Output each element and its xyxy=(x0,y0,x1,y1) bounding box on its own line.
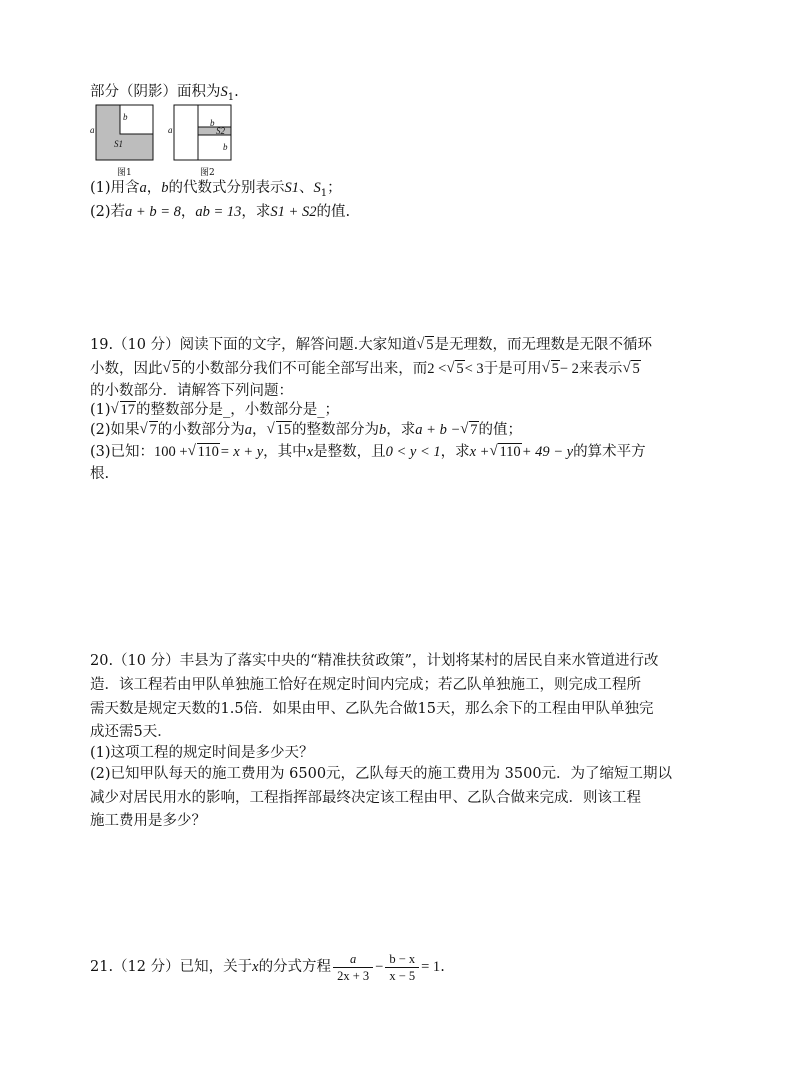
text-fragment: 的分式方程 xyxy=(258,959,332,975)
math-text: a + b − xyxy=(415,422,461,438)
radicand: 5 xyxy=(456,361,464,377)
text-fragment: 施工费用是多少？ xyxy=(90,813,206,829)
text-fragment: 来表示 xyxy=(578,361,623,377)
text-fragment: 是整数，且 xyxy=(313,444,386,460)
q19-line-2 xyxy=(90,357,641,381)
radicand: 15 xyxy=(276,422,292,438)
var-x: x xyxy=(252,959,259,975)
denominator: x − 5 xyxy=(389,968,416,983)
text-fragment: 的算术平方 xyxy=(573,444,646,460)
fraction-2 xyxy=(385,951,419,984)
s1-symbol: S xyxy=(220,84,228,100)
text-fragment: (3)已知： xyxy=(90,444,155,460)
text-fragment: . xyxy=(234,84,239,100)
fig2-label-b: b xyxy=(210,118,215,128)
radicand: 7 xyxy=(149,422,157,438)
text-fragment: (2)已知甲队每天的施工费用为 6500元，乙队每天的施工费用为 3500元．为了缩短工期以 xyxy=(90,766,673,782)
condition-1: a + b = 8 xyxy=(125,204,181,220)
expr-s1b: S xyxy=(313,180,321,196)
radicand: 110 xyxy=(197,444,219,460)
text-fragment: (1) xyxy=(90,402,111,418)
radicand: 5 xyxy=(551,361,559,377)
q20-line-2 xyxy=(90,673,641,697)
text-fragment: ， xyxy=(252,422,267,438)
sqrt-5 xyxy=(542,357,560,381)
q20-line-3 xyxy=(90,697,654,721)
text-fragment: 20.（10 分）丰县为了落实中央的“精准扶贫政策”，计划将某村的居民自来水管道进行改 xyxy=(90,653,659,669)
text-fragment: 19.（10 分）阅读下面的文字，解答问题.大家知道 xyxy=(90,337,417,353)
text-fragment: 的小数部分我们不可能全部写出来，而 xyxy=(180,361,428,377)
math-text: < 3 xyxy=(464,361,484,377)
fig2-caption: 图2 xyxy=(200,168,215,178)
radicand: 5 xyxy=(172,361,180,377)
numerator: b − x xyxy=(385,951,419,968)
text-fragment: ，求 xyxy=(440,444,470,460)
top-question-2 xyxy=(90,200,350,224)
fig1-label-s1: S1 xyxy=(114,139,123,149)
q19-line-1 xyxy=(90,333,652,357)
text-fragment: . xyxy=(440,959,445,975)
var-b: b xyxy=(379,422,387,438)
text-fragment: (1)用含 xyxy=(90,180,140,196)
subscript: 1 xyxy=(320,187,328,199)
text-fragment: ，其中 xyxy=(263,444,307,460)
q20-line-1 xyxy=(90,649,658,673)
text-fragment: 的小数部分．请解答下列问题： xyxy=(90,383,293,399)
text-fragment: (2)若 xyxy=(90,204,126,220)
condition-2: ab = 13 xyxy=(195,204,242,220)
text-fragment: 、 xyxy=(299,180,314,196)
text-fragment: (1)这项工程的规定时间是多少天？ xyxy=(90,745,314,761)
q20-part-2-line-2 xyxy=(90,786,641,810)
text-fragment: 的整数部分为 xyxy=(292,422,380,438)
q21-line-1 xyxy=(90,949,445,985)
math-text: + 49 − y xyxy=(521,444,574,460)
expr-sum: S1 + S2 xyxy=(270,204,317,220)
var-x: x xyxy=(306,444,314,460)
text-fragment: 是无理数，而无理数是无限不循环 xyxy=(434,337,652,353)
text-fragment: 的代数式分别表示 xyxy=(168,180,285,196)
text-fragment: 根. xyxy=(90,466,110,482)
sqrt-110 xyxy=(489,440,521,464)
text-fragment: 减少对居民用水的影响，工程指挥部最终决定该工程由甲、乙队合做来完成．则该工程 xyxy=(90,790,641,806)
text-fragment: ，求 xyxy=(386,422,416,438)
radicand: 5 xyxy=(426,337,434,353)
radicand: 110 xyxy=(499,444,521,460)
denominator: 2x + 3 xyxy=(337,968,370,983)
q20-part-2-line-3 xyxy=(90,809,206,833)
text-fragment: ， xyxy=(180,204,196,220)
text-fragment: 的值. xyxy=(316,204,351,220)
var-a: a xyxy=(244,422,253,438)
text-fragment: 的整数部分是_，小数部分是_； xyxy=(136,402,340,418)
text-fragment: ，求 xyxy=(241,204,271,220)
fig1-label-b: b xyxy=(123,112,128,122)
expr-s1: S1 xyxy=(284,180,300,196)
math-text: = x + y xyxy=(219,444,264,460)
var-a: a xyxy=(139,180,147,196)
math-text: = 1 xyxy=(421,959,441,975)
text-fragment: 部分（阴影）面积为 xyxy=(90,84,221,100)
radicand: 5 xyxy=(632,361,640,377)
q20-part-2-line-1 xyxy=(90,762,672,786)
fig2-label-a: a xyxy=(168,125,173,135)
text-fragment: 小数，因此 xyxy=(90,361,163,377)
sqrt-7 xyxy=(460,418,478,442)
q19-part-2 xyxy=(90,418,522,442)
s1-subscript: 1 xyxy=(227,91,235,103)
fig2-label-b2: b xyxy=(223,142,228,152)
text-fragment: 于是可用 xyxy=(483,361,542,377)
text-fragment: 21.（12 分）已知，关于 xyxy=(90,959,253,975)
radicand: 7 xyxy=(470,422,478,438)
fig2-label-s2: S2 xyxy=(216,126,225,136)
q19-part-3 xyxy=(90,440,646,464)
numerator: a xyxy=(333,951,373,968)
sqrt-7 xyxy=(140,418,158,442)
text-fragment: 需天数是规定天数的1.5倍．如果由甲、乙队先合做15天，那么余下的工程由甲队单独完 xyxy=(90,701,654,717)
fig1-label-a: a xyxy=(90,125,95,135)
text-fragment: ； xyxy=(327,180,342,196)
math-text: − xyxy=(375,959,384,975)
var-b: b xyxy=(161,180,169,196)
sqrt-5 xyxy=(622,357,640,381)
q19-part-3-cont xyxy=(90,462,109,486)
fig1-caption: 图1 xyxy=(117,168,132,178)
sqrt-5 xyxy=(446,357,464,381)
text-fragment: 的值； xyxy=(478,422,522,438)
sqrt-110 xyxy=(188,440,220,464)
text-fragment: (2)如果 xyxy=(90,422,140,438)
text-fragment: 成还需5天． xyxy=(90,724,172,740)
radicand: 17 xyxy=(120,402,136,418)
sqrt-5 xyxy=(163,357,181,381)
text-fragment: 的小数部分为 xyxy=(157,422,245,438)
text-fragment: ， xyxy=(146,180,162,196)
sqrt-5 xyxy=(416,333,434,357)
math-text: 100 + xyxy=(154,444,188,460)
math-text: 0 < y < 1 xyxy=(385,444,441,460)
math-text: x + xyxy=(469,444,490,460)
fraction-1 xyxy=(333,951,373,984)
text-fragment: 造．该工程若由甲队单独施工恰好在规定时间内完成；若乙队单独施工，则完成工程所 xyxy=(90,677,641,693)
sqrt-15 xyxy=(267,418,293,442)
math-text: − 2 xyxy=(559,361,579,377)
math-text: 2 < xyxy=(427,361,447,377)
